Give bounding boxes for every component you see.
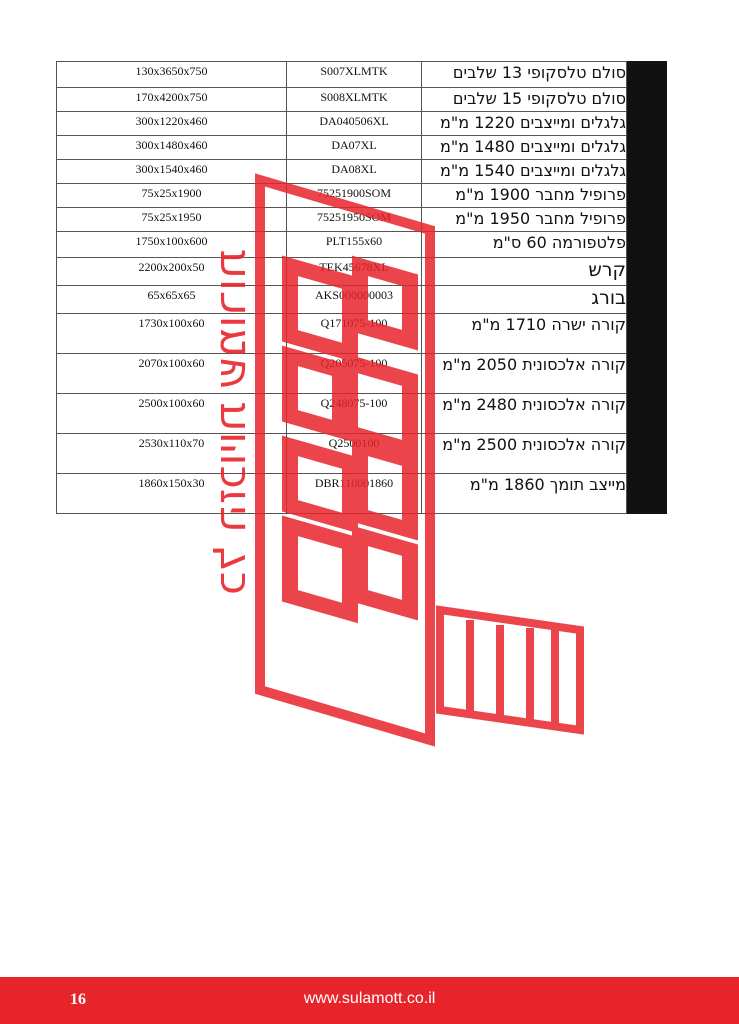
description-cell: קורה ישרה 1710 מ"מ xyxy=(422,314,627,354)
description-cell: קורה אלכסונית 2500 מ"מ xyxy=(422,434,627,474)
row-band xyxy=(627,160,667,184)
dimensions-cell: 130x3650x750 xyxy=(57,62,287,88)
row-band xyxy=(627,434,667,474)
product-code-cell: 75251950SOM xyxy=(287,208,422,232)
watermark-text: כל הזכויות שמורות xyxy=(205,250,256,596)
product-code-cell: DBR110001860 xyxy=(287,474,422,514)
description-cell: סולם טלסקופי 15 שלבים xyxy=(422,88,627,112)
product-code-cell: PLT155x60 xyxy=(287,232,422,258)
row-band xyxy=(627,232,667,258)
row-band xyxy=(627,258,667,286)
table-row xyxy=(57,160,667,184)
product-code-cell: Q248075-100 xyxy=(287,394,422,434)
description-cell: פלטפורמה 60 ס"מ xyxy=(422,232,627,258)
footer xyxy=(0,977,739,1024)
row-band xyxy=(627,474,667,514)
table-row xyxy=(57,88,667,112)
product-code-cell: S008XLMTK xyxy=(287,88,422,112)
dimensions-cell: 300x1220x460 xyxy=(57,112,287,136)
table-row xyxy=(57,208,667,232)
table-row xyxy=(57,434,667,474)
dimensions-cell: 2500x100x60 xyxy=(57,394,287,434)
row-band xyxy=(627,112,667,136)
description-cell: בורג xyxy=(422,286,627,314)
site-url[interactable]: www.sulamott.co.il xyxy=(303,990,436,1007)
table-row xyxy=(57,474,667,514)
row-band xyxy=(627,136,667,160)
dimensions-cell: 75x25x1950 xyxy=(57,208,287,232)
product-code-cell: 75251900SOM xyxy=(287,184,422,208)
product-code-cell: DA07XL xyxy=(287,136,422,160)
table-row xyxy=(57,394,667,434)
description-cell: גלגלים ומייצבים 1540 מ"מ xyxy=(422,160,627,184)
dimensions-cell: 300x1540x460 xyxy=(57,160,287,184)
table-row xyxy=(57,286,667,314)
table-row xyxy=(57,62,667,88)
page-number: 16 xyxy=(70,991,86,1008)
table-row xyxy=(57,136,667,160)
row-band xyxy=(627,88,667,112)
row-band xyxy=(627,62,667,88)
product-code-cell: DA040506XL xyxy=(287,112,422,136)
dimensions-cell: 300x1480x460 xyxy=(57,136,287,160)
dimensions-cell: 2070x100x60 xyxy=(57,354,287,394)
row-band xyxy=(627,354,667,394)
table-body xyxy=(57,62,667,514)
product-code-cell: TEK45678XL xyxy=(287,258,422,286)
description-cell: גלגלים ומייצבים 1480 מ"מ xyxy=(422,136,627,160)
row-band xyxy=(627,286,667,314)
description-cell: גלגלים ומייצבים 1220 מ"מ xyxy=(422,112,627,136)
catalog-table xyxy=(56,61,667,514)
product-code-cell: DA08XL xyxy=(287,160,422,184)
table-row xyxy=(57,112,667,136)
dimensions-cell: 1730x100x60 xyxy=(57,314,287,354)
row-band xyxy=(627,184,667,208)
product-code-cell: AKS000000003 xyxy=(287,286,422,314)
description-cell: סולם טלסקופי 13 שלבים xyxy=(422,62,627,88)
description-cell: קרש xyxy=(422,258,627,286)
table-row xyxy=(57,314,667,354)
description-cell: קורה אלכסונית 2480 מ"מ xyxy=(422,394,627,434)
dimensions-cell: 2530x110x70 xyxy=(57,434,287,474)
dimensions-cell: 75x25x1900 xyxy=(57,184,287,208)
row-band xyxy=(627,208,667,232)
dimensions-cell: 1750x100x600 xyxy=(57,232,287,258)
dimensions-cell: 1860x150x30 xyxy=(57,474,287,514)
dimensions-cell: 170x4200x750 xyxy=(57,88,287,112)
description-cell: קורה אלכסונית 2050 מ"מ xyxy=(422,354,627,394)
row-band xyxy=(627,394,667,434)
dimensions-cell: 2200x200x50 xyxy=(57,258,287,286)
product-code-cell: S007XLMTK xyxy=(287,62,422,88)
table-row xyxy=(57,258,667,286)
dimensions-cell: 65x65x65 xyxy=(57,286,287,314)
table-row xyxy=(57,232,667,258)
product-code-cell: Q2500100 xyxy=(287,434,422,474)
product-code-cell: Q205075-100 xyxy=(287,354,422,394)
product-code-cell: Q171075-100 xyxy=(287,314,422,354)
description-cell: פרופיל מחבר 1900 מ"מ xyxy=(422,184,627,208)
table-row xyxy=(57,354,667,394)
table-row xyxy=(57,184,667,208)
row-band xyxy=(627,314,667,354)
description-cell: מייצב תומך 1860 מ"מ xyxy=(422,474,627,514)
description-cell: פרופיל מחבר 1950 מ"מ xyxy=(422,208,627,232)
